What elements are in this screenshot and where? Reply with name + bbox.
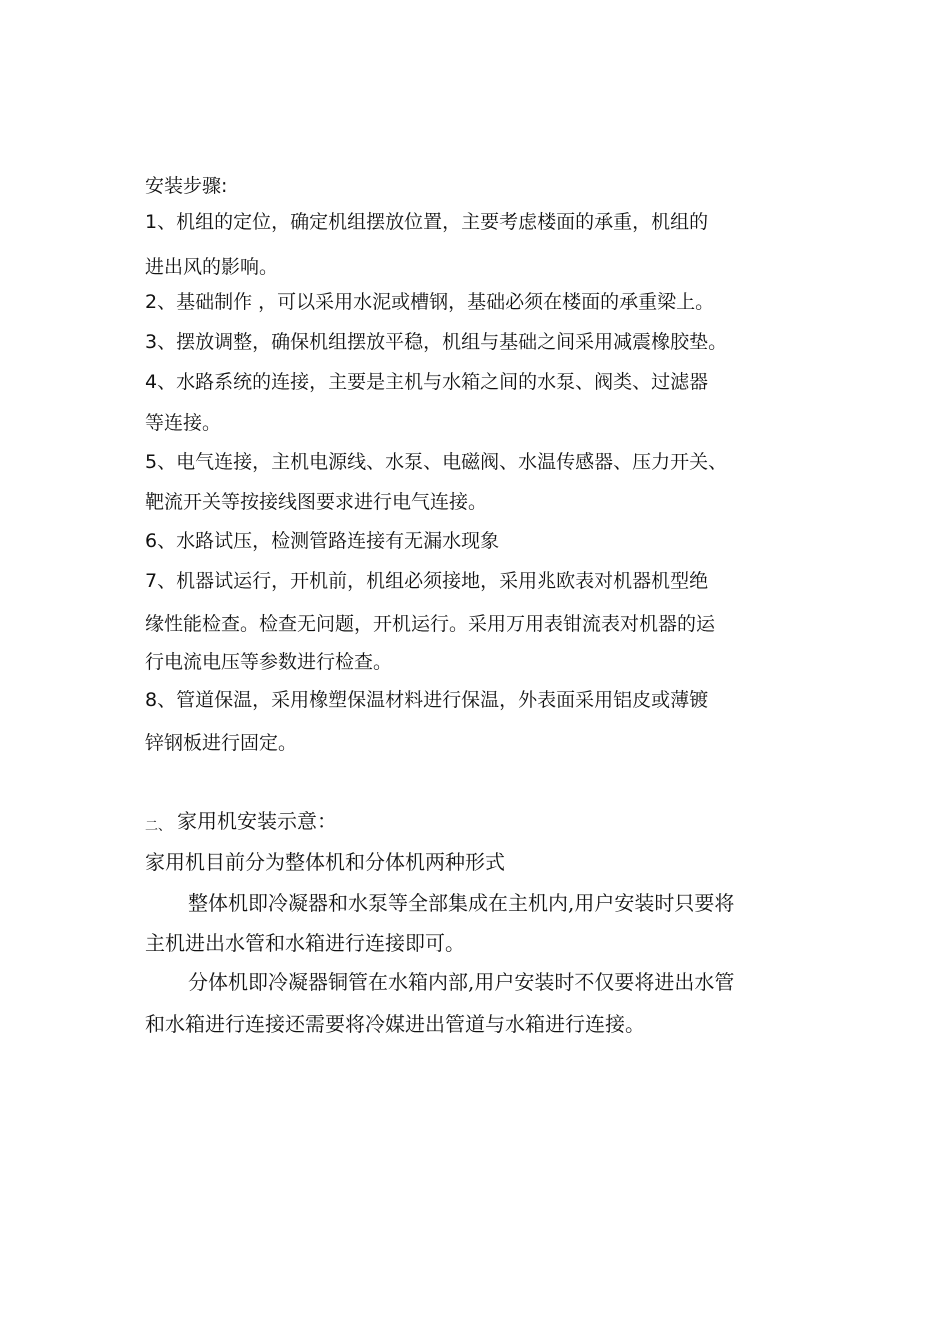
step-8-line-2: 锌钢板进行固定。: [145, 732, 298, 754]
step-6-line-1: 6、水路试压，检测管路连接有无漏水现象: [145, 530, 500, 552]
step-7-line-1: 7、机器试运行，开机前，机组必须接地，采用兆欧表对机器机型绝: [145, 570, 709, 592]
section-2-number: 二、: [145, 819, 172, 834]
step-7-line-3: 行电流电压等参数进行检查。: [145, 651, 393, 673]
step-2-line-1: 2、基础制作 ，可以采用水泥或槽钢，基础必须在楼面的承重梁上。: [145, 291, 715, 313]
para-1-line-1: 整体机即冷凝器和水泵等全部集成在主机内,用户安装时只要将: [188, 891, 735, 915]
step-1-line-2: 进出风的影响。: [145, 256, 279, 278]
step-1-line-1: 1、机组的定位，确定机组摆放位置，主要考虑楼面的承重，机组的: [145, 211, 709, 233]
para-2-line-2: 和水箱进行连接还需要将冷媒进出管道与水箱进行连接。: [145, 1012, 645, 1036]
section-2-intro: 家用机目前分为整体机和分体机两种形式: [145, 850, 505, 874]
step-3-line-1: 3、摆放调整，确保机组摆放平稳，机组与基础之间采用减震橡胶垫。: [145, 331, 728, 353]
para-2-line-1: 分体机即冷凝器铜管在水箱内部,用户安装时不仅要将进出水管: [188, 970, 735, 994]
section-2-title: 家用机安装示意：: [177, 809, 338, 833]
step-4-line-1: 4、水路系统的连接，主要是主机与水箱之间的水泵、阀类、过滤器: [145, 371, 709, 393]
step-4-line-2: 等连接。: [145, 412, 222, 434]
steps-heading: 安装步骤:: [145, 175, 228, 197]
section-2-heading: [145, 809, 815, 839]
para-1-line-2: 主机进出水管和水箱进行连接即可。: [145, 931, 465, 955]
step-8-line-1: 8、管道保温，采用橡塑保温材料进行保温，外表面采用铝皮或薄镀: [145, 689, 709, 711]
step-5-line-2: 靶流开关等按接线图要求进行电气连接。: [145, 491, 488, 513]
step-5-line-1: 5、电气连接，主机电源线、水泵、电磁阀、水温传感器、压力开关、: [145, 451, 728, 473]
step-7-line-2: 缘性能检查。检查无问题，开机运行。采用万用表钳流表对机器的运: [145, 613, 716, 635]
